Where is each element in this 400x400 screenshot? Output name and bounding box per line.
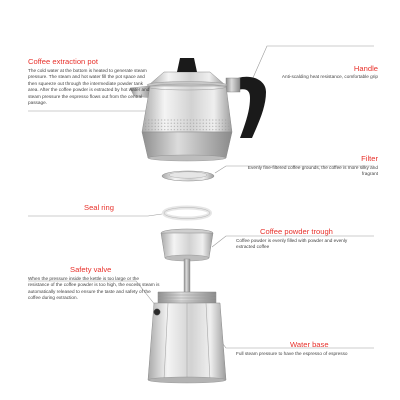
- filter-callout: [236, 154, 378, 178]
- pot-dotted-area: [144, 118, 230, 132]
- trough-tube: [184, 259, 190, 293]
- seal-leader-line: [28, 214, 162, 216]
- seal-title: Seal ring: [84, 203, 114, 212]
- coffee-powder-trough: [161, 229, 213, 293]
- handle-mount: [226, 78, 240, 92]
- handle-description: Anti-scalding heat resistance, comfortable grip: [281, 74, 378, 79]
- pot-bottom: [148, 155, 226, 161]
- filter-description: Evenly fine-filtered coffee grounds, the coffee is more silky and fragrant: [247, 165, 378, 177]
- base-callout: [236, 340, 378, 357]
- filter-part: [162, 171, 214, 181]
- pot-base-band: [142, 132, 232, 158]
- pot-title: Coffee extraction pot: [28, 57, 98, 66]
- handle-shape: [238, 77, 266, 138]
- safety-valve: [154, 309, 160, 315]
- handle-title: Handle: [353, 64, 378, 73]
- base-title: Water base: [290, 340, 329, 349]
- lid-knob: [177, 58, 197, 72]
- trough-description: Coffee powder is evenly filled with powder and evenly extracted coffee: [236, 238, 348, 250]
- pot-description: The cold water at the bottom is heated to generate steam pressure. The steam and hot water fill the pot space and then squeeze out through the intermediate powder tank area. After the coffee powder is extracted by hot water and steam pressure the espresso flows out from the central passage.: [28, 68, 150, 106]
- valve-description: When the pressure inside the kettle is too large or the resistance of the coffee powder is too high, the excess steam is automatically released to ensure the taste and safety of the coffee during extraction.: [28, 276, 160, 301]
- handle-callout: [252, 64, 378, 80]
- filter-title: Filter: [361, 154, 378, 163]
- base-description: Full steam pressure to have the espresso of espresso: [236, 351, 348, 356]
- trough-callout: [236, 227, 356, 251]
- valve-title: Safety valve: [70, 265, 112, 274]
- valve-callout: [28, 265, 160, 302]
- base-thread: [158, 292, 216, 303]
- pot-callout: [28, 57, 152, 106]
- seal-ring-part: [164, 208, 210, 219]
- water-base-part: [148, 292, 226, 383]
- seal-callout: [84, 203, 154, 212]
- trough-title: Coffee powder trough: [260, 227, 333, 236]
- trough-cup: [161, 233, 213, 258]
